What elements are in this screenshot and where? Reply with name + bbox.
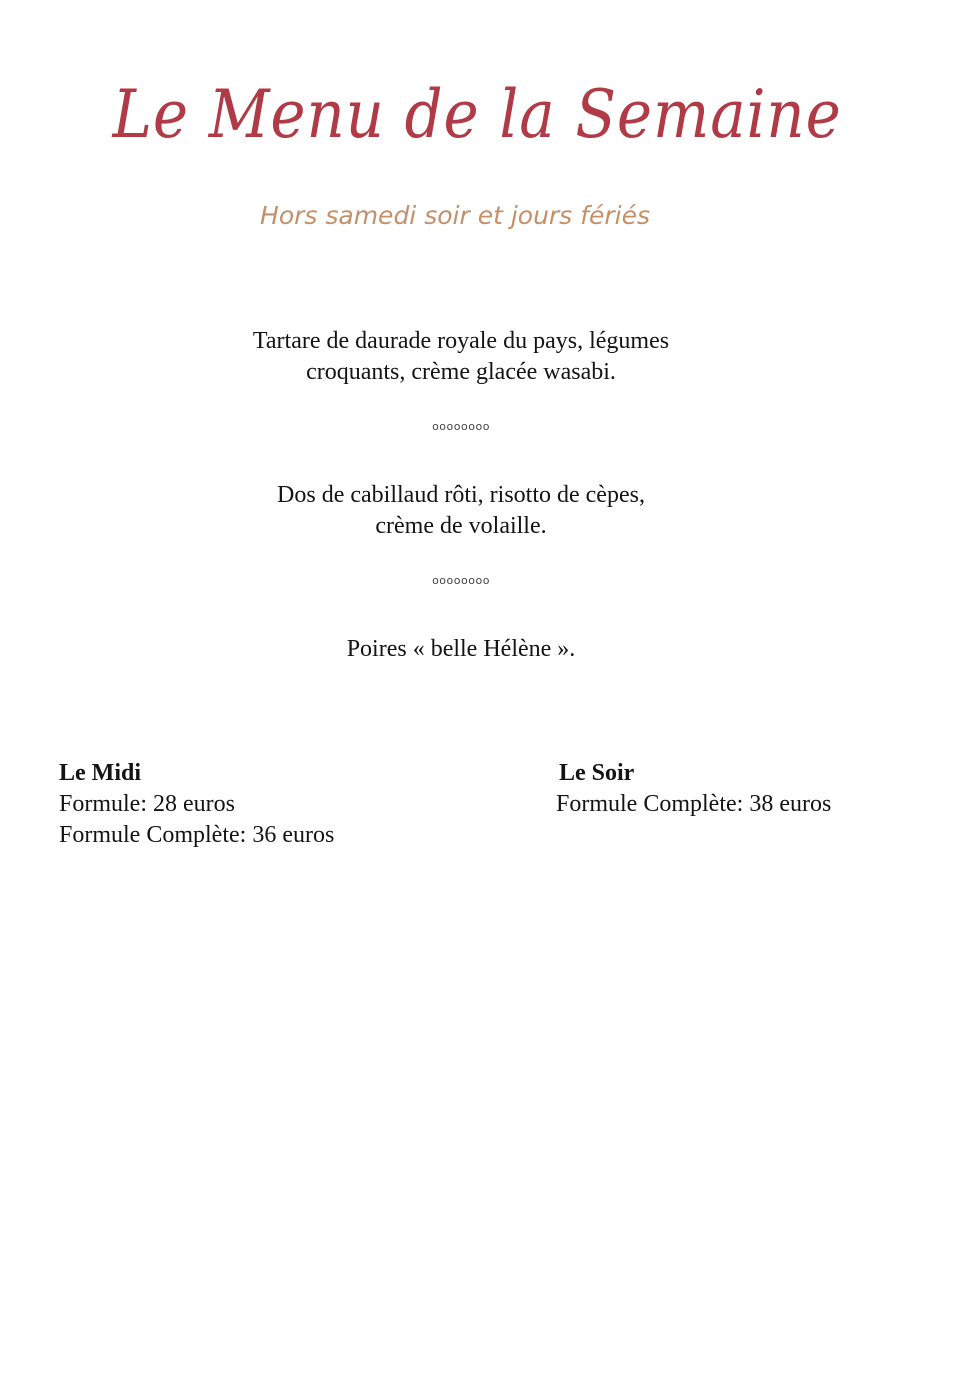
dish-starter <box>0 326 922 388</box>
price-line: Formule Complète: 36 euros <box>59 822 335 848</box>
dish-main <box>0 480 922 542</box>
dish-dessert <box>0 634 922 665</box>
menu-subtitle: Hors samedi soir et jours fériés <box>260 201 650 230</box>
separator: oooooooo <box>432 420 490 433</box>
dish-line: Tartare de daurade royale du pays, légumes <box>252 328 670 354</box>
dish-line: croquants, crème glacée wasabi. <box>306 359 616 385</box>
separator: oooooooo <box>432 574 490 587</box>
price-section-soir <box>556 758 831 820</box>
dish-line: crème de volaille. <box>375 513 547 539</box>
dish-line: Dos de cabillaud rôti, risotto de cèpes, <box>277 482 645 508</box>
price-line: Formule: 28 euros <box>59 791 235 817</box>
price-line: Formule Complète: 38 euros <box>556 791 832 817</box>
price-section-title: Le Midi <box>59 760 141 786</box>
dish-line: Poires « belle Hélène ». <box>346 636 576 662</box>
menu-title: Le Menu de la Semaine <box>112 76 842 153</box>
price-section-midi <box>59 758 334 851</box>
price-section-title: Le Soir <box>559 760 635 786</box>
